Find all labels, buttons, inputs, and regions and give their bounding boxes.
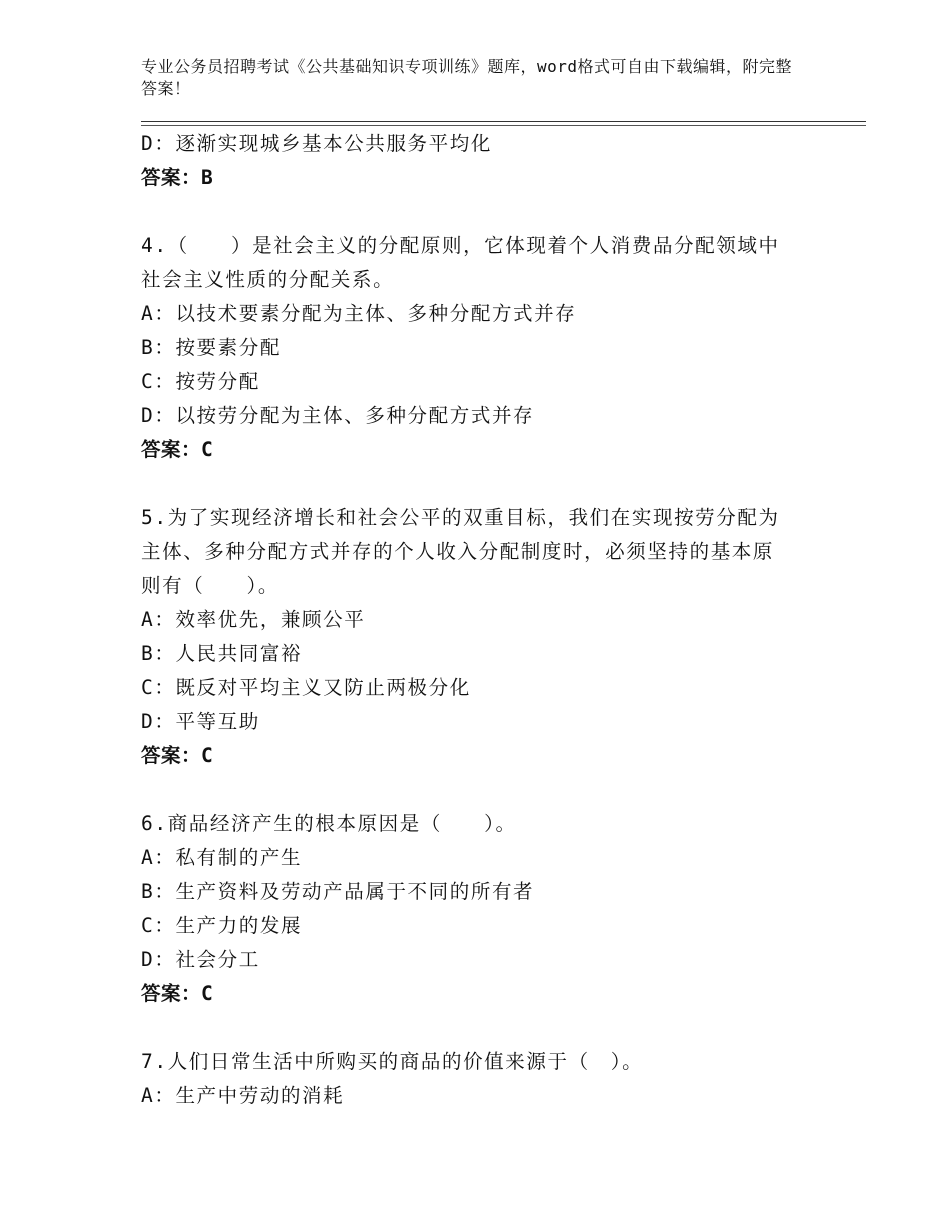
option-a: A：效率优先，兼顾公平: [141, 608, 366, 631]
answer-line: 答案：C: [141, 982, 214, 1005]
spacer: [141, 1011, 821, 1045]
answer-line: 答案：C: [141, 438, 214, 461]
option-c: C：生产力的发展: [141, 914, 303, 937]
question-stem: 社会主义性质的分配关系。: [141, 268, 395, 291]
option-a: A：生产中劳动的消耗: [141, 1084, 345, 1107]
option-d: D：逐渐实现城乡基本公共服务平均化: [141, 132, 492, 155]
option-c: C：既反对平均主义又防止两极分化: [141, 676, 471, 699]
question-stem: 6.商品经济产生的根本原因是（ ）。: [141, 812, 517, 835]
option-d: D：平等互助: [141, 710, 260, 733]
answer-line: 答案：B: [141, 166, 214, 189]
option-a: A：私有制的产生: [141, 846, 303, 869]
option-d: D：社会分工: [141, 948, 260, 971]
option-d: D：以按劳分配为主体、多种分配方式并存: [141, 404, 535, 427]
option-b: B：生产资料及劳动产品属于不同的所有者: [141, 880, 535, 903]
spacer: [141, 195, 821, 229]
question-content: [141, 127, 821, 1113]
question-stem: 4.（ ）是社会主义的分配原则，它体现着个人消费品分配领域中: [141, 234, 780, 257]
spacer: [141, 467, 821, 501]
header-rule-thick: [141, 121, 866, 122]
option-b: B：按要素分配: [141, 336, 281, 359]
page-header: 专业公务员招聘考试《公共基础知识专项训练》题库，word格式可自由下载编辑，附完整答案！: [141, 57, 793, 98]
spacer: [141, 773, 821, 807]
option-b: B：人民共同富裕: [141, 642, 303, 665]
option-a: A：以技术要素分配为主体、多种分配方式并存: [141, 302, 577, 325]
answer-line: 答案：C: [141, 744, 214, 767]
option-c: C：按劳分配: [141, 370, 260, 393]
question-stem: 7.人们日常生活中所购买的商品的价值来源于（ ）。: [141, 1050, 644, 1073]
header-rule-thin: [141, 125, 866, 126]
question-stem: 主体、多种分配方式并存的个人收入分配制度时，必须坚持的基本原: [141, 540, 775, 563]
question-stem: 5.为了实现经济增长和社会公平的双重目标，我们在实现按劳分配为: [141, 506, 780, 529]
question-stem: 则有（ ）。: [141, 574, 279, 597]
